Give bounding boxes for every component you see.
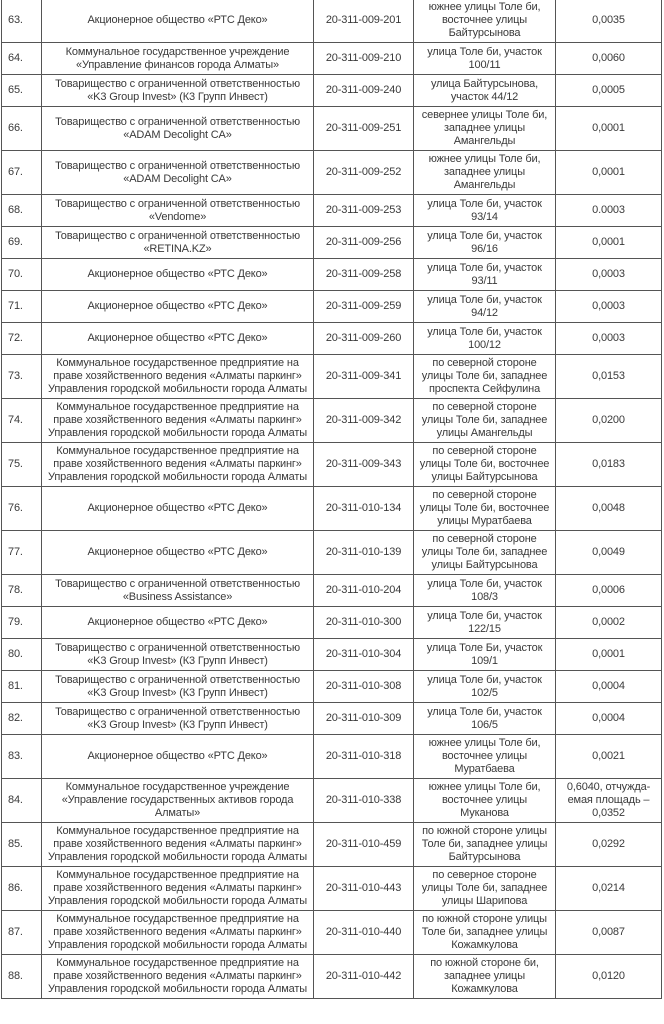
plot-location: севернее улицы Толе би, западнее улицы Амангельды	[414, 107, 556, 151]
cadastral-number: 20-311-010-443	[314, 867, 414, 911]
landholder-name: Коммунальное государственное предприятие на праве хозяйственного ведения «Алматы паркинг» Управления городской мобильности города Алматы	[42, 355, 314, 399]
table-row	[2, 779, 662, 823]
plot-area: 0,0060	[556, 43, 662, 75]
land-plot-table	[1, 0, 662, 999]
plot-area: 0,0292	[556, 823, 662, 867]
plot-area: 0,0200	[556, 399, 662, 443]
plot-area: 0,0048	[556, 487, 662, 531]
cadastral-number: 20-311-009-343	[314, 443, 414, 487]
plot-location: по северной стороне улицы Толе би, восточнее улицы Байтурсынова	[414, 443, 556, 487]
landholder-name: Акционерное общество «РТС Деко»	[42, 291, 314, 323]
cadastral-number: 20-311-010-134	[314, 487, 414, 531]
table-row	[2, 735, 662, 779]
cadastral-number: 20-311-009-201	[314, 0, 414, 43]
plot-location: по южной стороне улицы Толе би, западнее улицы Байтурсынова	[414, 823, 556, 867]
cadastral-number: 20-311-009-260	[314, 323, 414, 355]
plot-location: улица Толе би, участок 100/12	[414, 323, 556, 355]
cadastral-number: 20-311-009-342	[314, 399, 414, 443]
row-number: 79.	[2, 607, 42, 639]
table-row	[2, 639, 662, 671]
plot-area: 0,0005	[556, 75, 662, 107]
landholder-name: Товарищество с ограниченной ответственностью «Vendome»	[42, 195, 314, 227]
cadastral-number: 20-311-010-204	[314, 575, 414, 607]
plot-area: 0,0087	[556, 911, 662, 955]
table-row	[2, 955, 662, 999]
row-number: 69.	[2, 227, 42, 259]
row-number: 72.	[2, 323, 42, 355]
cadastral-number: 20-311-010-300	[314, 607, 414, 639]
table-row	[2, 911, 662, 955]
landholder-name: Акционерное общество «РТС Деко»	[42, 259, 314, 291]
table-row	[2, 151, 662, 195]
table-row	[2, 823, 662, 867]
cadastral-number: 20-311-010-308	[314, 671, 414, 703]
row-number: 63.	[2, 0, 42, 43]
landholder-name: Товарищество с ограниченной ответственностью «K3 Group Invest» (К3 Групп Инвест)	[42, 639, 314, 671]
cadastral-number: 20-311-009-252	[314, 151, 414, 195]
plot-area: 0,0049	[556, 531, 662, 575]
plot-location: улица Байтурсынова, участок 44/12	[414, 75, 556, 107]
cadastral-number: 20-311-010-309	[314, 703, 414, 735]
plot-area: 0,0003	[556, 323, 662, 355]
plot-location: улица Толе би, участок 100/11	[414, 43, 556, 75]
plot-location: улица Толе би, участок 108/3	[414, 575, 556, 607]
plot-location: по северной стороне улицы Толе би, западнее улицы Байтурсынова	[414, 531, 556, 575]
plot-area: 0,6040, отчужда-емая площадь – 0,0352	[556, 779, 662, 823]
table-row	[2, 291, 662, 323]
plot-location: по северной стороне улицы Толе би, западнее улицы Амангельды	[414, 399, 556, 443]
plot-location: южнее улицы Толе би, восточнее улицы Байтурсынова	[414, 0, 556, 43]
landholder-name: Акционерное общество «РТС Деко»	[42, 531, 314, 575]
plot-location: по северной стороне улицы Толе би, восточнее улицы Муратбаева	[414, 487, 556, 531]
plot-location: улица Толе би, участок 106/5	[414, 703, 556, 735]
plot-area: 0,0001	[556, 227, 662, 259]
row-number: 64.	[2, 43, 42, 75]
row-number: 84.	[2, 779, 42, 823]
table-row	[2, 575, 662, 607]
row-number: 66.	[2, 107, 42, 151]
landholder-name: Коммунальное государственное предприятие на праве хозяйственного ведения «Алматы паркинг» Управления городской мобильности города Алматы	[42, 955, 314, 999]
cadastral-number: 20-311-009-251	[314, 107, 414, 151]
table-row	[2, 75, 662, 107]
plot-location: улица Толе би, участок 102/5	[414, 671, 556, 703]
table-row	[2, 487, 662, 531]
landholder-name: Коммунальное государственное учреждение «Управление финансов города Алматы»	[42, 43, 314, 75]
table-row	[2, 355, 662, 399]
table-row	[2, 399, 662, 443]
table-row	[2, 227, 662, 259]
plot-location: южнее улицы Толе би, восточнее улицы Муратбаева	[414, 735, 556, 779]
cadastral-number: 20-311-010-459	[314, 823, 414, 867]
cadastral-number: 20-311-009-258	[314, 259, 414, 291]
row-number: 85.	[2, 823, 42, 867]
plot-area: 0,0003	[556, 259, 662, 291]
cadastral-number: 20-311-010-338	[314, 779, 414, 823]
plot-location: по южной стороне улицы Толе би, западнее улицы Кожамкулова	[414, 911, 556, 955]
landholder-name: Коммунальное государственное предприятие на праве хозяйственного ведения «Алматы паркинг» Управления городской мобильности города Алматы	[42, 443, 314, 487]
landholder-name: Акционерное общество «РТС Деко»	[42, 323, 314, 355]
landholder-name: Товарищество с ограниченной ответственностью «K3 Group Invest» (К3 Групп Инвест)	[42, 703, 314, 735]
table-row	[2, 671, 662, 703]
plot-area: 0,0183	[556, 443, 662, 487]
landholder-name: Товарищество с ограниченной ответственностью «Business Assistance»	[42, 575, 314, 607]
landholder-name: Коммунальное государственное предприятие на праве хозяйственного ведения «Алматы паркинг» Управления городской мобильности города Алматы	[42, 399, 314, 443]
plot-location: по северной стороне улицы Толе би, западнее проспекта Сейфулина	[414, 355, 556, 399]
plot-location: по южной стороне би, западнее улицы Кожамкулова	[414, 955, 556, 999]
landholder-name: Товарищество с ограниченной ответственностью «K3 Group Invest» (К3 Групп Инвест)	[42, 75, 314, 107]
plot-location: улица Толе би, участок 93/11	[414, 259, 556, 291]
landholder-name: Товарищество с ограниченной ответственностью «K3 Group Invest» (К3 Групп Инвест)	[42, 671, 314, 703]
row-number: 70.	[2, 259, 42, 291]
row-number: 78.	[2, 575, 42, 607]
landholder-name: Акционерное общество «РТС Деко»	[42, 607, 314, 639]
table-row	[2, 0, 662, 43]
cadastral-number: 20-311-010-318	[314, 735, 414, 779]
cadastral-number: 20-311-009-210	[314, 43, 414, 75]
cadastral-number: 20-311-010-442	[314, 955, 414, 999]
row-number: 88.	[2, 955, 42, 999]
cadastral-number: 20-311-009-253	[314, 195, 414, 227]
plot-location: улица Толе Би, участок 109/1	[414, 639, 556, 671]
plot-area: 0,0214	[556, 867, 662, 911]
table-row	[2, 259, 662, 291]
land-plot-table-page	[1, 0, 661, 999]
row-number: 71.	[2, 291, 42, 323]
plot-area: 0.0003	[556, 195, 662, 227]
cadastral-number: 20-311-010-440	[314, 911, 414, 955]
table-row	[2, 195, 662, 227]
landholder-name: Коммунальное государственное учреждение «Управление государственных активов города Алматы»	[42, 779, 314, 823]
row-number: 86.	[2, 867, 42, 911]
plot-location: южнее улицы Толе би, западнее улицы Амангельды	[414, 151, 556, 195]
landholder-name: Акционерное общество «РТС Деко»	[42, 487, 314, 531]
landholder-name: Товарищество с ограниченной ответственностью «ADAM Decolight CA»	[42, 151, 314, 195]
row-number: 73.	[2, 355, 42, 399]
landholder-name: Коммунальное государственное предприятие на праве хозяйственного ведения «Алматы паркинг» Управления городской мобильности города Алматы	[42, 867, 314, 911]
landholder-name: Товарищество с ограниченной ответственностью «ADAM Decolight CA»	[42, 107, 314, 151]
cadastral-number: 20-311-010-304	[314, 639, 414, 671]
plot-location: улица Толе би, участок 122/15	[414, 607, 556, 639]
row-number: 75.	[2, 443, 42, 487]
plot-location: улица Толе би, участок 93/14	[414, 195, 556, 227]
cadastral-number: 20-311-010-139	[314, 531, 414, 575]
row-number: 80.	[2, 639, 42, 671]
plot-location: улица Толе би, участок 94/12	[414, 291, 556, 323]
row-number: 65.	[2, 75, 42, 107]
table-row	[2, 607, 662, 639]
row-number: 68.	[2, 195, 42, 227]
plot-area: 0,0003	[556, 291, 662, 323]
cadastral-number: 20-311-009-256	[314, 227, 414, 259]
row-number: 74.	[2, 399, 42, 443]
plot-area: 0,0001	[556, 151, 662, 195]
table-row	[2, 443, 662, 487]
cadastral-number: 20-311-009-259	[314, 291, 414, 323]
plot-area: 0,0004	[556, 703, 662, 735]
plot-area: 0,0021	[556, 735, 662, 779]
row-number: 82.	[2, 703, 42, 735]
table-row	[2, 703, 662, 735]
plot-location: улица Толе би, участок 96/16	[414, 227, 556, 259]
plot-area: 0,0004	[556, 671, 662, 703]
row-number: 77.	[2, 531, 42, 575]
landholder-name: Товарищество с ограниченной ответственностью «RETINA.KZ»	[42, 227, 314, 259]
row-number: 76.	[2, 487, 42, 531]
table-row	[2, 867, 662, 911]
table-row	[2, 531, 662, 575]
row-number: 87.	[2, 911, 42, 955]
plot-location: южнее улицы Толе би, восточнее улицы Муканова	[414, 779, 556, 823]
plot-area: 0,0006	[556, 575, 662, 607]
table-row	[2, 323, 662, 355]
landholder-name: Коммунальное государственное предприятие на праве хозяйственного ведения «Алматы паркинг» Управления городской мобильности города Алматы	[42, 823, 314, 867]
plot-location: по северное стороне улицы Толе би, западнее улицы Шарипова	[414, 867, 556, 911]
plot-area: 0,0153	[556, 355, 662, 399]
cadastral-number: 20-311-009-240	[314, 75, 414, 107]
landholder-name: Акционерное общество «РТС Деко»	[42, 735, 314, 779]
table-row	[2, 107, 662, 151]
table-row	[2, 43, 662, 75]
cadastral-number: 20-311-009-341	[314, 355, 414, 399]
plot-area: 0,0002	[556, 607, 662, 639]
plot-area: 0,0001	[556, 639, 662, 671]
plot-area: 0,0035	[556, 0, 662, 43]
row-number: 81.	[2, 671, 42, 703]
landholder-name: Акционерное общество «РТС Деко»	[42, 0, 314, 43]
row-number: 67.	[2, 151, 42, 195]
landholder-name: Коммунальное государственное предприятие на праве хозяйственного ведения «Алматы паркинг» Управления городской мобильности города Алматы	[42, 911, 314, 955]
plot-area: 0,0001	[556, 107, 662, 151]
plot-area: 0,0120	[556, 955, 662, 999]
row-number: 83.	[2, 735, 42, 779]
